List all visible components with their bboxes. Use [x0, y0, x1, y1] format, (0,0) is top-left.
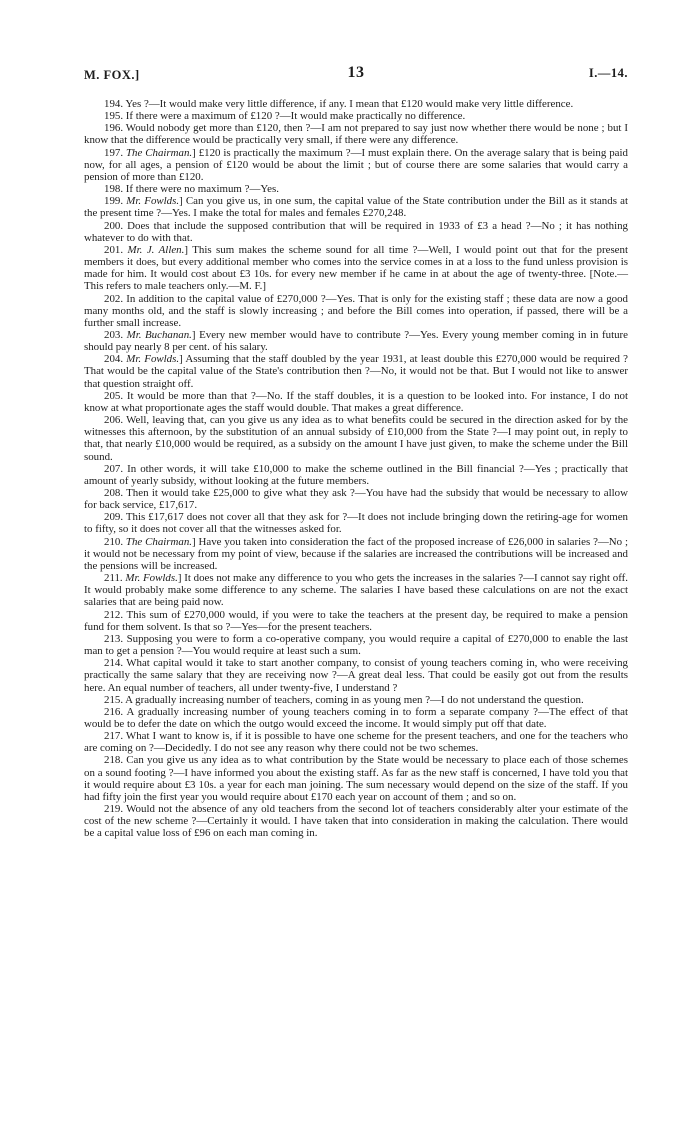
- paragraph-text: ] This sum makes the scheme sound for all time ?—Well, I would point out that for the present members it does, but every additional member who comes into the service comes in at a loss to the fund unless provision is made for him. It would cost about £3 10s. for every new member if he came in at about the age of twenty-three. [Note.—This refers to male teachers only.—M. F.]: [84, 243, 628, 293]
- paragraph: [84, 122, 628, 146]
- paragraph: [84, 183, 628, 195]
- paragraph: [84, 195, 628, 219]
- speaker-name: Mr. Fowlds.: [125, 572, 178, 585]
- document-reference: I.—14.: [588, 66, 628, 80]
- paragraph-text: 196. Would nobody get more than £120, then ?—I am not prepared to say just now whether there would be none ; but I know that the difference would be practically very small, if there were any difference.: [84, 122, 628, 147]
- paragraph-text: 205. It would be more than that ?—No. If the staff doubles, it is a question to be looked into. For instance, I do not know at what proportionate ages the staff would double. That makes a great difference.: [84, 389, 628, 414]
- paragraph: [84, 110, 628, 122]
- paragraph: [84, 754, 628, 803]
- paragraph-text: 211.: [104, 572, 126, 585]
- paragraph: [84, 390, 628, 414]
- paragraph-text: 217. What I want to know is, if it is possible to have one scheme for the present teachers, and one for the teachers who are coming on ?—Decidedly. I do not see any reason why there could not be two schemes.: [84, 730, 628, 755]
- paragraph-text: 208. Then it would take £25,000 to give what they ask ?—You have had the subsidy that would be necessary to allow for back service, £17,617.: [84, 487, 628, 512]
- paragraph-text: ] £120 is practically the maximum ?—I must explain there. On the average salary that is being paid now, for all ages, a pension of £120 would be about the limit ; but of course there are some salaries that would carry a pension of more than £120.: [84, 146, 628, 183]
- speaker-name: Mr. Buchanan.: [126, 328, 192, 341]
- paragraph: [84, 353, 628, 389]
- paragraph: [84, 293, 628, 329]
- paragraph-text: 201.: [104, 243, 128, 256]
- page-header: [84, 62, 628, 84]
- paragraph: [84, 98, 628, 110]
- speaker-name: Mr. J. Allen.: [127, 243, 185, 256]
- paragraph: [84, 609, 628, 633]
- paragraph: [84, 463, 628, 487]
- paragraph-text: 213. Supposing you were to form a co-operative company, you would require a capital of £270,000 to enable the last man to get a pension ?—You would require at least such a sum.: [84, 632, 628, 658]
- paragraph-text: 194. Yes ?—It would make very little difference, if any. I mean that £120 would make very little difference.: [104, 98, 574, 110]
- paragraph: [84, 147, 628, 183]
- document-body: [84, 98, 628, 840]
- paragraph: [84, 487, 628, 511]
- speaker-name: The Chairman.: [125, 146, 193, 159]
- paragraph-text: 200. Does that include the supposed contribution that will be required in 1933 of £3 a head ?—No ; it has nothing whatever to do with that.: [84, 219, 628, 244]
- paragraph-text: ] Every new member would have to contribute ?—Yes. Every young member coming in in future should pay nearly 8 per cent. of his salary.: [84, 328, 629, 354]
- paragraph-text: 202. In addition to the capital value of £270,000 ?—Yes. That is only for the existing staff ; these data are now a good many months old, and the staff is slowly increasing ; and before the Bill comes into operation, if passed, there will be a further small increase.: [84, 292, 628, 329]
- paragraph: [84, 220, 628, 244]
- paragraph: [84, 329, 628, 353]
- witness-name: M. FOX.]: [84, 68, 140, 82]
- paragraph: [84, 572, 628, 608]
- paragraph: [84, 694, 628, 706]
- paragraph-text: 199.: [104, 195, 127, 208]
- paragraph-text: 203.: [104, 328, 127, 341]
- paragraph-text: 216. A gradually increasing number of young teachers coming in to form a separate company ?—The effect of that would be to defer the date on which the outgo would exceed the income. It would simply put off that date.: [84, 705, 628, 730]
- paragraph-text: ] Can you give us, in one sum, the capital value of the State contribution under the Bill as it stands at the present time ?—Yes. I make the total for males and females £270,248.: [84, 195, 629, 220]
- paragraph-text: ] It does not make any difference to you who gets the increases in the salaries ?—I cannot say right off. It would probably make some difference to any scheme. The salaries I have based these calculations on are not the exact salaries that are being paid now.: [84, 572, 628, 609]
- paragraph: [84, 657, 628, 693]
- paragraph-text: 197.: [104, 146, 126, 159]
- paragraph-text: 198. If there were no maximum ?—Yes.: [104, 183, 279, 196]
- paragraph-text: 207. In other words, it will take £10,000 to make the scheme outlined in the Bill financial ?—Yes ; practically that amount of yearly subsidy, without looking at the future members.: [84, 462, 628, 487]
- paragraph-text: 214. What capital would it take to start another company, to consist of young teachers coming in, who were receiving practically the same salary that they are receiving now ?—A great deal less. That could be easily got out from the results here. An equal number of teachers, all under twenty-five, I understand ?: [84, 657, 628, 694]
- paragraph: [84, 803, 628, 839]
- paragraph-text: 195. If there were a maximum of £120 ?—It would make practically no difference.: [104, 110, 466, 123]
- speaker-name: The Chairman.: [125, 535, 193, 548]
- paragraph: [84, 536, 628, 572]
- paragraph-text: 210.: [104, 535, 126, 548]
- paragraph: [84, 633, 628, 657]
- paragraph: [84, 706, 628, 730]
- paragraph-text: ] Assuming that the staff doubled by the year 1931, at least double this £270,000 would be required ? That would be the capital value of the State's contribution then ?—No, it would not be that. But I would not like to answer that question straight off.: [84, 353, 628, 390]
- paragraph: [84, 244, 628, 293]
- paragraph-text: 209. This £17,617 does not cover all that they ask for ?—It does not include bringing down the retiring-age for women to fifty, so it does not cover all that the witnesses asked for.: [84, 511, 628, 536]
- paragraph-text: 212. This sum of £270,000 would, if you were to take the teachers at the present day, be required to make a pension fund for them solvent. Is that so ?—Yes—for the present teachers.: [84, 608, 628, 633]
- paragraph: [84, 511, 628, 535]
- speaker-name: Mr. Fowlds.: [126, 195, 180, 208]
- paragraph: [84, 730, 628, 754]
- page-number: 13: [347, 64, 365, 81]
- paragraph-text: ] Have you taken into consideration the fact of the proposed increase of £26,000 in salaries ?—No ; it would not be necessary from my point of view, because if the salaries are increased the contributions will be increased and the pensions will be increased.: [84, 535, 628, 572]
- speaker-name: Mr. Fowlds.: [126, 353, 180, 366]
- paragraph-text: 206. Well, leaving that, can you give us any idea as to what benefits could be secured in the direction asked for by the witnesses this afternoon, by the substitution of an annual subsidy of £10,000 from the State ?—I may point out, in reply to that, that nearly £10,000 would be required, as a subsidy on the amount I have just given, to make the scheme under the Bill sound.: [84, 414, 628, 463]
- paragraph-text: 215. A gradually increasing number of teachers, coming in as young men ?—I do not understand the question.: [104, 693, 584, 706]
- paragraph-text: 219. Would not the absence of any old teachers from the second lot of teachers considerably alter your estimate of the cost of the new scheme ?—Certainly it would. I have taken that into consideration in making the calculation. There would be a capital value loss of £96 on each man coming in.: [84, 803, 628, 840]
- paragraph-text: 218. Can you give us any idea as to what contribution by the State would be necessary to place each of those schemes on a sound footing ?—I have informed you about the existing staff. As far as the new staff is concerned, I have told you that it would require about £3 10s. a year for each man joining. The sum necessary would depend on the size of the staff. If you had fifty join the first year you would require about £170 each year on account of them ; and so on.: [84, 754, 628, 803]
- paragraph-text: 204.: [104, 353, 127, 366]
- paragraph: [84, 414, 628, 463]
